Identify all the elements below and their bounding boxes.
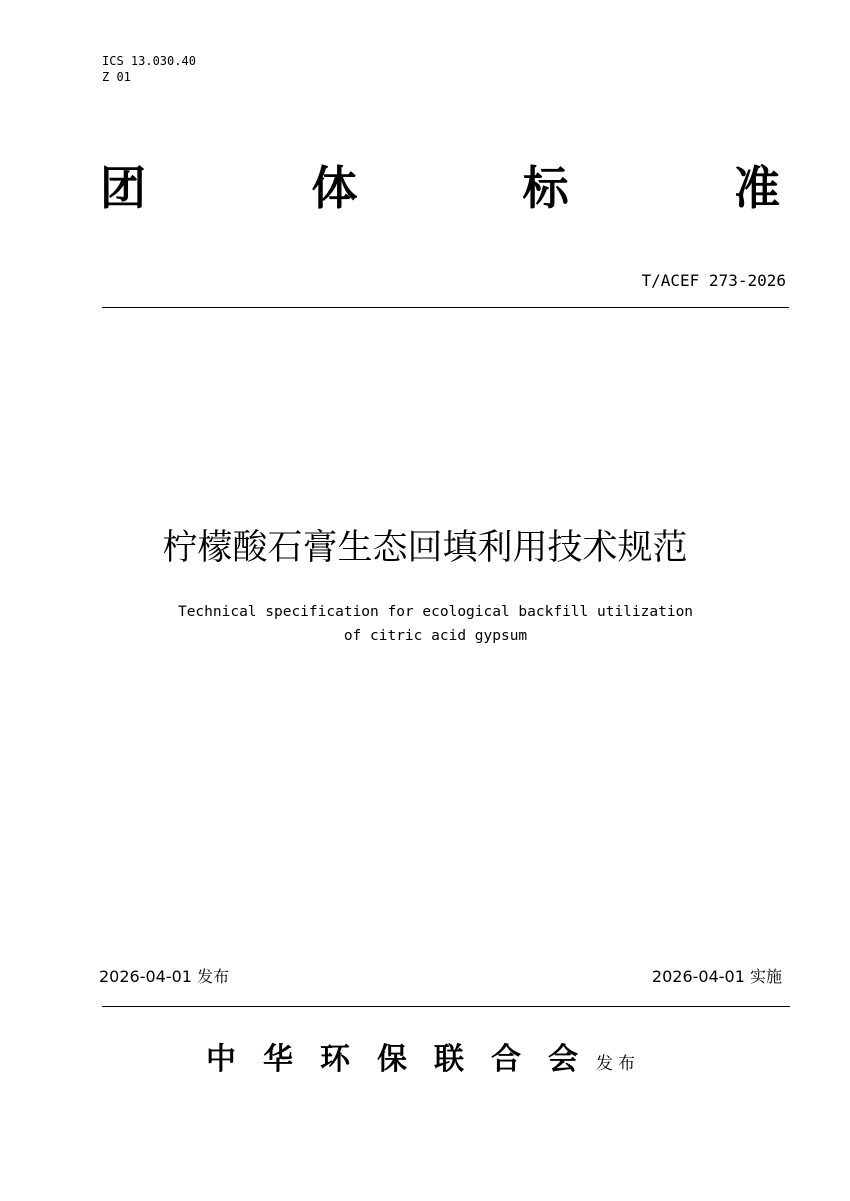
classification-codes [102, 53, 196, 85]
publisher-suffix: 发布 [596, 1054, 640, 1074]
ics-code: ICS 13.030.40 [102, 54, 196, 68]
implementation-date: 2026-04-01 实施 [651, 967, 782, 986]
ccs-code: Z 01 [102, 70, 131, 84]
footer-divider [102, 1006, 790, 1007]
standard-type-char: 体 [311, 161, 358, 215]
english-title-line: Technical specification for ecological backfill utilization [177, 604, 694, 620]
standard-type-char: 团 [100, 161, 146, 215]
english-title [0, 600, 850, 648]
standard-number: T/ACEF 273-2026 [641, 271, 786, 290]
issue-date: 2026-04-01 发布 [99, 967, 230, 986]
standard-type-char: 准 [733, 161, 780, 215]
chinese-title: 柠檬酸石膏生态回填利用技术规范 [162, 528, 688, 568]
header-divider [102, 307, 789, 308]
publisher-name: 中华环保联合会 [206, 1042, 605, 1077]
english-title-line: of citric acid gypsum [343, 628, 528, 644]
publisher-line [206, 1038, 640, 1086]
standard-type-char: 标 [522, 161, 569, 215]
standard-type-heading [100, 160, 780, 216]
